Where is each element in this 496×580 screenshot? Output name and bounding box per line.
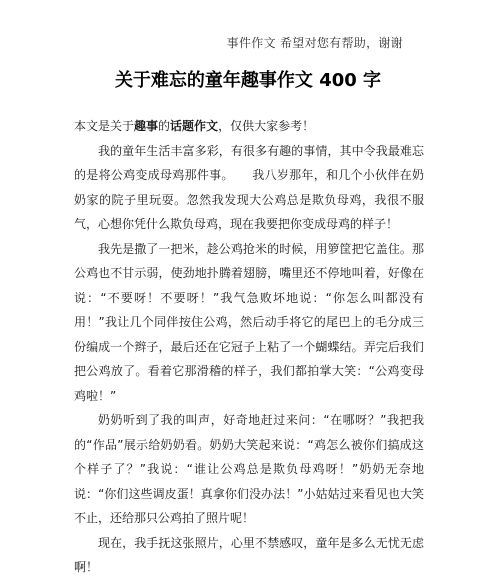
article-body	[74, 114, 424, 580]
paragraph-3: 奶奶听到了我的叫声，好奇地赶过来问：“在哪呀？”我把我的“作品”展示给奶奶看。奶奶大笑起来说：“鸡怎么被你们搞成这个样子了？”我说：“谁让公鸡总是欺负母鸡呀！”奶奶无奈地说：“你们这些调皮蛋！真拿你们没办法！”小姑姑过来看见也大笑不止，还给那只公鸡拍了照片呢！	[74, 413, 424, 525]
paragraph-1: 我的童年生活丰富多彩，有很多有趣的事情，其中令我最难忘的是将公鸡变成母鸡那件事。 我八岁那年，和几个小伙伴在奶奶家的院子里玩耍。忽然我发现大公鸡总是欺负母鸡，我很不服气，心想你凭什么欺负母鸡，现在我要把你变成母鸡的样子！	[74, 143, 424, 231]
paragraph-2: 我先是撒了一把米，趁公鸡抢米的时候，用箩筐把它盖住。那公鸡也不甘示弱，使劲地扑腾着翅膀，嘴里还不停地叫着，好像在说：“不要呀！不要呀！”我气急败坏地说：“你怎么叫都没有用！”我让几个同伴按住公鸡，然后动手将它的尾巴上的毛分成三份编成一个辫子，最后还在它冠子上粘了一个蝴蝶结。弄完后我们把公鸡放了。看着它那滑稽的样子，我们都拍掌大笑：“公鸡变母鸡啦！”	[74, 241, 424, 403]
running-header: 事件作文 希望对您有帮助，谢谢	[226, 36, 403, 50]
intro-suffix: ，仅供大家参考！	[218, 119, 315, 133]
page-title: 关于难忘的童年趣事作文 400 字	[114, 70, 382, 91]
intro-mid: 的	[158, 119, 171, 133]
intro-prefix: 本文是关于	[74, 119, 135, 133]
intro-line	[74, 114, 424, 139]
paragraph-4: 现在，我手抚这张照片，心里不禁感叹，童年是多么无忧无虑啊！	[74, 535, 424, 574]
intro-keyword: 趣事	[134, 119, 159, 133]
intro-topic: 话题作文	[170, 119, 219, 133]
